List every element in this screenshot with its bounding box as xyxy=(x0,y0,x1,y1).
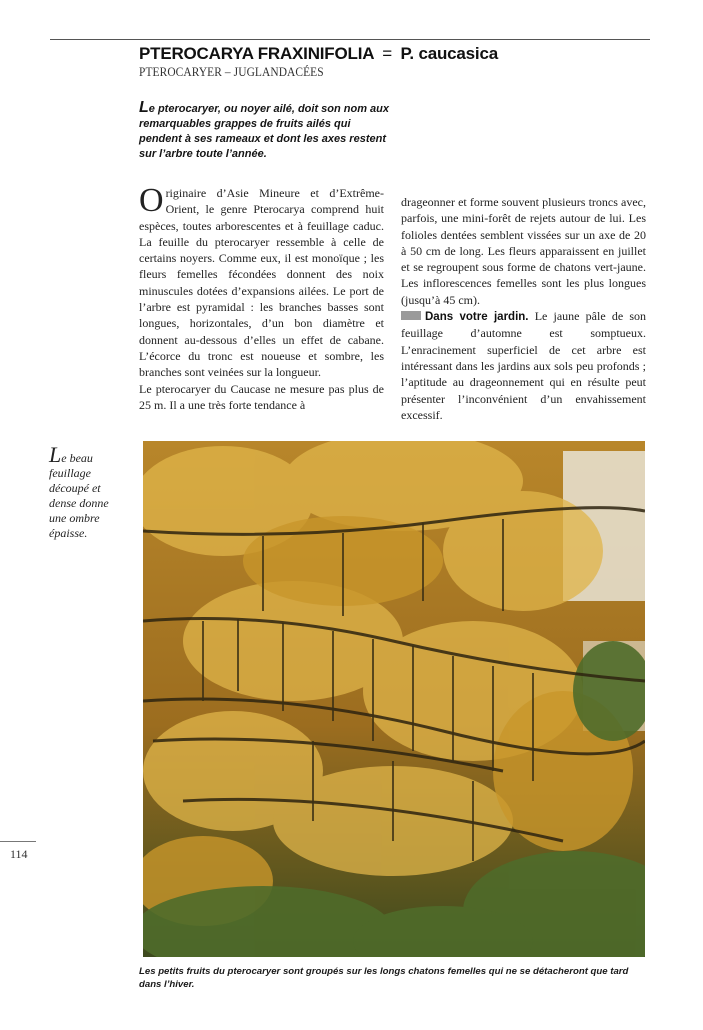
photo-caption: Les petits fruits du pterocaryer sont groupés sur les longs chatons femelles qui ne se détacheront que tard dans l’hiver. xyxy=(139,966,629,990)
body-column-left xyxy=(139,182,384,413)
tree-photo xyxy=(143,441,645,957)
body-paragraph-2-end: drageonner et forme souvent plusieurs troncs avec, parfois, une mini-forêt de rejets autour de lui. Les folioles dentées semblent vissées sur un axe de 20 à 50 cm de long. Les fleurs apparaissent en juillet et se regroupent sous forme de chatons vert-jaune. Les inflorescences femelles sont les plus longues (jusqu’à 45 cm). xyxy=(401,195,646,307)
garden-section-title: Dans votre jardin. xyxy=(425,311,529,324)
page-number-rule xyxy=(0,841,36,842)
top-rule xyxy=(50,39,650,40)
page-subtitle: PTEROCARYER – JUGLANDACÉES xyxy=(139,64,324,79)
body-paragraph-1-text: riginaire d’Asie Mineure et d’Extrême-Orient, le genre Pterocarya comprend huit espèces, toutes arborescentes et à feuillage caduc. La feuille du pterocaryer ressemble à celle de certains noyers. Comme eux, il est monoïque ; les fleurs femelles fécondées donnent des noix minuscules dotées d’expansions ailées. Le port de l’arbre est pyramidal : les branches basses sont longues, horizontales, d’un bon diamètre et donnent au-dessous d’elles un effet de cabane. L’écorce du tronc est noueuse et sombre, les branches sont veinées sur la longueur. xyxy=(139,186,384,380)
body-column-right xyxy=(401,194,646,423)
title-synonym: P. caucasica xyxy=(400,44,498,63)
intro-dropcap: L xyxy=(139,99,149,116)
intro-text: e pterocaryer, ou noyer ailé, doit son nom aux remarquables grappes de fruits ailés qui pendent à ses rameaux et dont les axes restent sur l’arbre toute l’année. xyxy=(139,103,390,160)
side-caption-dropcap: L xyxy=(49,442,62,467)
intro-paragraph xyxy=(139,100,389,162)
gray-square-icon xyxy=(401,311,421,320)
body-paragraph-2-start: Le pterocaryer du Caucase ne mesure pas plus de 25 m. Il a une très forte tendance à xyxy=(139,381,384,412)
page-title xyxy=(139,44,659,64)
title-equals: = xyxy=(382,44,392,63)
side-caption xyxy=(49,442,125,541)
body-paragraph-1 xyxy=(139,182,384,381)
title-main: PTEROCARYA FRAXINIFOLIA xyxy=(139,44,374,63)
tree-photo-illustration xyxy=(143,441,645,957)
side-caption-text: e beau feuillage découpé et dense donne une ombre épaisse. xyxy=(49,451,109,540)
page-number: 114 xyxy=(10,847,28,861)
garden-section-text: Le jaune pâle de son feuillage d’automne est somptueux. L’enracinement superficiel de cet arbre est intéressant dans les jardins aux sols peu profonds ; l’aptitude au drageonnement qui en résulte peut présenter l’inconvénient d’un envahissement excessif. xyxy=(401,309,647,422)
body-dropcap: O xyxy=(139,182,164,219)
garden-section xyxy=(401,308,646,423)
